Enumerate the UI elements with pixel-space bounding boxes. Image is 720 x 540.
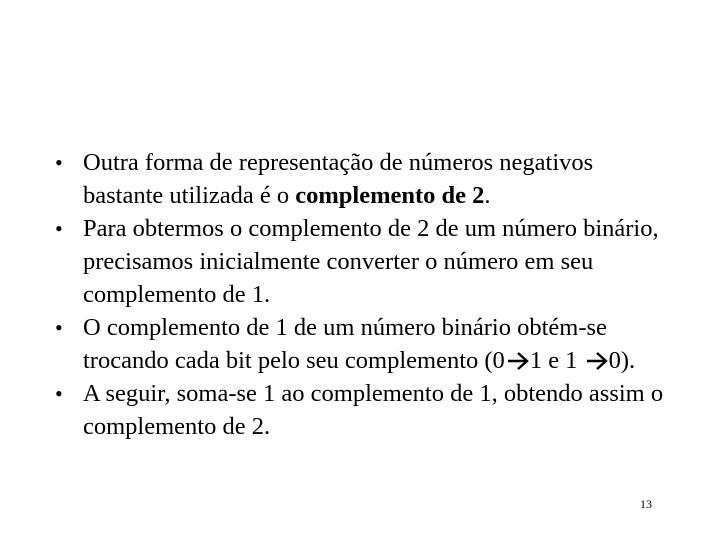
bullet-item [55, 146, 665, 212]
bullet-1-bold-term: complemento de 2 [295, 182, 485, 209]
bullet-4-text: A seguir, soma-se 1 ao complemento de 1, obtendo assim o complemento de 2. [83, 380, 664, 440]
bullet-item [55, 377, 665, 443]
bullet-item [55, 311, 665, 377]
bullet-1-text-end: . [484, 182, 491, 209]
bullet-dot: • [55, 381, 63, 406]
bullet-dot: • [55, 315, 63, 340]
bullet-dot: • [55, 150, 63, 175]
bullet-3-text-part2: 1 e 1 [529, 347, 584, 374]
right-arrow-icon [586, 351, 608, 371]
bullet-1-text: Outra forma de representação de números negativos bastante utilizada é o [83, 149, 594, 209]
bullet-3-text-part1: O complemento de 1 de um número binário obtém-se trocando cada bit pelo seu complemento (0 [83, 314, 607, 374]
bullet-3-text-part3: 0). [608, 347, 636, 374]
bullet-2-text: Para obtermos o complemento de 2 de um número binário, precisamos inicialmente converter o número em seu complemento de 1. [83, 215, 659, 308]
bullet-item [55, 212, 665, 311]
bullet-dot: • [55, 216, 63, 241]
right-arrow-icon [507, 351, 529, 371]
bullet-list [55, 146, 665, 443]
page-number: 13 [640, 497, 652, 511]
